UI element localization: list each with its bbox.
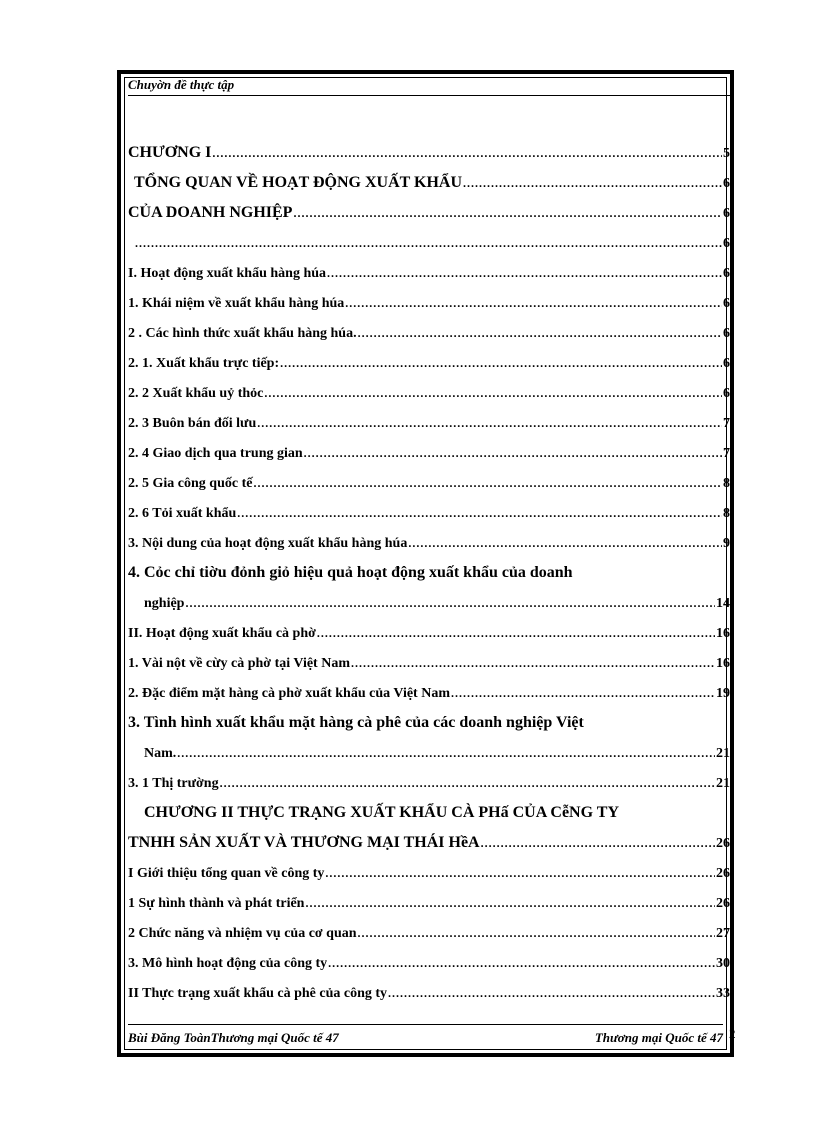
- toc-entry-label: Nam.: [144, 746, 177, 761]
- toc-leader-dots: [304, 438, 722, 468]
- toc-entry: [128, 588, 730, 618]
- toc-entry-label: I. Hoạt động xuất khẩu hàng húa: [128, 266, 327, 281]
- toc-entry: [128, 258, 730, 288]
- toc-leader-dots: [328, 948, 715, 978]
- toc-entry-page: 6: [723, 266, 730, 281]
- toc-entry: [128, 318, 730, 348]
- toc-entry: [128, 288, 730, 318]
- toc-entry: [128, 918, 730, 948]
- toc-entry-page: 26: [716, 836, 730, 851]
- toc-entry: [128, 168, 730, 198]
- toc-leader-dots: [388, 978, 715, 1008]
- toc-leader-dots: [177, 738, 715, 768]
- toc-entry-label: 4. Cỏc chỉ tiờu đỏnh giỏ hiệu quả hoạt động xuất khẩu của doanh: [128, 564, 573, 581]
- toc-leader-dots: [327, 258, 722, 288]
- toc-entry-page: 6: [723, 296, 730, 311]
- toc-entry: [128, 948, 730, 978]
- toc-entry-page: 16: [716, 656, 730, 671]
- table-of-contents: [128, 138, 730, 1008]
- toc-entry: [128, 378, 730, 408]
- toc-leader-dots: [463, 168, 722, 198]
- toc-entry-label: 2. 2 Xuất khẩu uỷ thỏc: [128, 386, 264, 401]
- toc-entry: [128, 138, 730, 168]
- page-number: 2: [729, 1026, 736, 1041]
- toc-leader-dots: [317, 618, 715, 648]
- toc-entry-label: 2. 1. Xuất khẩu trực tiếp:: [128, 356, 280, 371]
- toc-entry-page: 8: [723, 476, 730, 491]
- toc-entry-page: 8: [723, 506, 730, 521]
- toc-entry-label: 3. Nội dung của hoạt động xuất khẩu hàng húa: [128, 536, 408, 551]
- toc-entry-label: CỦA DOANH NGHIỆP: [128, 204, 293, 221]
- toc-entry: [128, 888, 730, 918]
- toc-entry-label: II. Hoạt động xuất khẩu cà phờ: [128, 626, 316, 641]
- toc-entry: [128, 408, 730, 438]
- toc-entry-page: 6: [723, 356, 730, 371]
- toc-entry: [128, 348, 730, 378]
- toc-entry-label: 2. 5 Gia công quốc tế: [128, 476, 253, 491]
- toc-entry: [128, 558, 730, 588]
- toc-entry: [128, 648, 730, 678]
- toc-entry-page: 26: [716, 896, 730, 911]
- toc-leader-dots: [351, 648, 715, 678]
- toc-entry-label: I Giới thiệu tổng quan về công ty: [128, 866, 325, 881]
- toc-entry-label: 1 Sự hình thành và phát triển: [128, 896, 305, 911]
- toc-entry-label: 2. 4 Giao dịch qua trung gian: [128, 446, 303, 461]
- toc-entry-label: 2. 6 Tỏi xuất khẩu: [128, 506, 237, 521]
- page-footer: [128, 1024, 723, 1047]
- toc-entry: [128, 618, 730, 648]
- toc-entry-label: TNHH SẢN XUẤT VÀ THƯƠNG MẠI THÁI HềA: [128, 834, 480, 851]
- toc-leader-dots: [325, 858, 715, 888]
- toc-entry-label: 1. Khái niệm về xuất khẩu hàng húa: [128, 296, 345, 311]
- footer-left: Bùi Đăng ToànThương mại Quốc tế 47: [128, 1030, 339, 1045]
- toc-entry: [128, 828, 730, 858]
- toc-entry: [128, 858, 730, 888]
- toc-leader-dots: [185, 588, 715, 618]
- toc-entry: [128, 678, 730, 708]
- toc-entry-page: 19: [716, 686, 730, 701]
- toc-entry: [128, 528, 730, 558]
- toc-leader-dots: [345, 288, 722, 318]
- toc-entry-label: 2. 3 Buôn bán đối lưu: [128, 416, 257, 431]
- toc-entry: [128, 798, 730, 828]
- toc-entry: [128, 468, 730, 498]
- toc-entry-page: 14: [716, 596, 730, 611]
- toc-entry-page: 6: [723, 386, 730, 401]
- toc-entry: [128, 738, 730, 768]
- toc-leader-dots: [253, 468, 722, 498]
- toc-leader-dots: [305, 888, 715, 918]
- toc-leader-dots: [212, 138, 722, 168]
- toc-entry: [128, 438, 730, 468]
- toc-entry-page: 6: [723, 236, 730, 251]
- page-header: Chuyờn đề thực tập: [128, 77, 730, 96]
- toc-leader-dots: [358, 918, 715, 948]
- toc-entry-label: CHƯƠNG I: [128, 144, 212, 161]
- toc-leader-dots: [280, 348, 722, 378]
- toc-entry-page: 9: [723, 536, 730, 551]
- toc-leader-dots: [257, 408, 722, 438]
- toc-entry-label: 3. Tình hình xuất khẩu mặt hàng cà phê của các doanh nghiệp Việt: [128, 714, 584, 731]
- toc-entry-page: 16: [716, 626, 730, 641]
- toc-entry: [128, 228, 730, 258]
- toc-entry-label: CHƯƠNG II THỰC TRẠNG XUẤT KHẨU CÀ PHấ CỦA CễNG TY: [144, 804, 619, 821]
- toc-entry-page: 6: [723, 176, 730, 191]
- toc-leader-dots: [358, 318, 722, 348]
- toc-entry-page: 21: [716, 746, 730, 761]
- toc-entry-label: 3. 1 Thị trường: [128, 776, 219, 791]
- toc-entry-page: 7: [723, 446, 730, 461]
- toc-entry-page: 7: [723, 416, 730, 431]
- footer-right: Thương mại Quốc tế 47: [594, 1030, 723, 1045]
- toc-entry-label: 2 . Các hình thức xuất khẩu hàng húa.: [128, 326, 357, 341]
- toc-leader-dots: [264, 378, 722, 408]
- toc-entry-page: 33: [716, 986, 730, 1001]
- toc-entry: [128, 198, 730, 228]
- toc-entry-label: TỔNG QUAN VỀ HOẠT ĐỘNG XUẤT KHẨU: [134, 174, 463, 191]
- toc-entry-label: 2. Đặc điểm mặt hàng cà phờ xuất khẩu của Việt Nam: [128, 686, 450, 701]
- toc-entry-page: 30: [716, 956, 730, 971]
- toc-entry-label: nghiệp: [144, 596, 185, 611]
- toc-entry: [128, 498, 730, 528]
- toc-leader-dots: [135, 228, 722, 258]
- toc-entry-page: 5: [723, 146, 730, 161]
- toc-entry-label: 2 Chức năng và nhiệm vụ của cơ quan: [128, 926, 357, 941]
- toc-entry-page: 27: [716, 926, 730, 941]
- toc-entry: [128, 708, 730, 738]
- toc-leader-dots: [220, 768, 715, 798]
- toc-leader-dots: [451, 678, 715, 708]
- toc-entry-page: 26: [716, 866, 730, 881]
- toc-leader-dots: [408, 528, 722, 558]
- toc-entry-label: 3. Mô hình hoạt động của công ty: [128, 956, 328, 971]
- toc-leader-dots: [293, 198, 722, 228]
- toc-entry-label: 1. Vài nột về cừy cà phờ tại Việt Nam: [128, 656, 350, 671]
- toc-leader-dots: [481, 828, 715, 858]
- toc-entry-page: 21: [716, 776, 730, 791]
- toc-entry-page: 6: [723, 326, 730, 341]
- toc-leader-dots: [237, 498, 722, 528]
- toc-entry: [128, 768, 730, 798]
- toc-entry-label: II Thực trạng xuất khẩu cà phê của công ty: [128, 986, 388, 1001]
- toc-entry-page: 6: [723, 206, 730, 221]
- toc-entry: [128, 978, 730, 1008]
